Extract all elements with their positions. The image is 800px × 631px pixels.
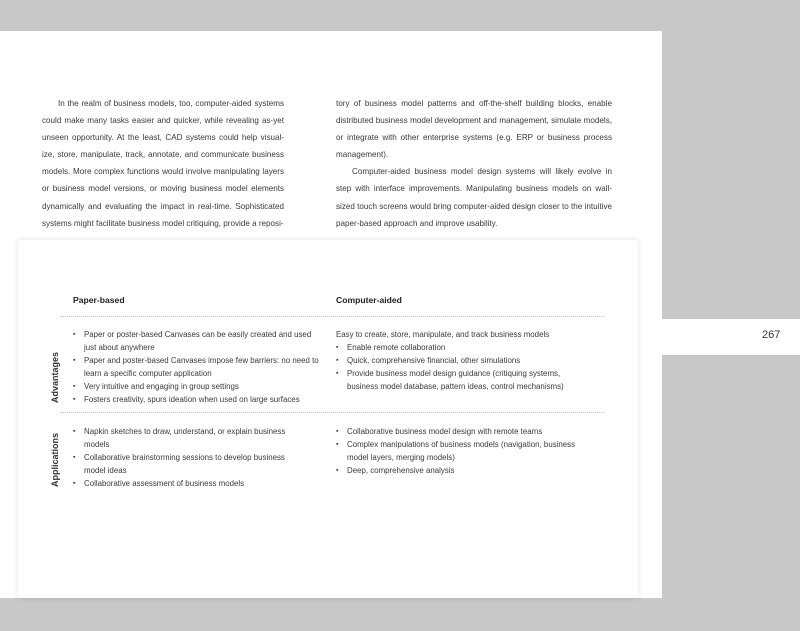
- list-item: ▪ Napkin sketches to draw, understand, or explain business models: [73, 425, 303, 451]
- list-item: ▪ Collaborative assessment of business models: [73, 477, 303, 490]
- page-number: 267: [762, 329, 781, 341]
- column-header-computer: Computer-aided: [336, 295, 402, 305]
- list-item: ▪ Collaborative brainstorming sessions to develop business model ideas: [73, 451, 303, 477]
- list-item: ▪ Enable remote collaboration: [336, 341, 586, 354]
- body-paragraph: Computer-aided business model design systems will likely evolve in step with interface improvements. Manipulating business models on wall-sized touch screens would bring computer-aided design closer to the intuitive paper-based approach and improve usability.: [336, 167, 612, 228]
- list-item: ▪ Deep, comprehensive analysis: [336, 464, 586, 477]
- divider: [60, 412, 604, 413]
- body-paragraph: tory of business model patterns and off-the-shelf building blocks, enable distributed business model development and management, simulate models, or integrate with other enterprise systems (e.g. ERP or business process management).: [336, 99, 612, 160]
- list-item: ▪ Fosters creativity, spurs ideation when used on large surfaces: [73, 393, 325, 406]
- list-item: ▪ Quick, comprehensive financial, other simulations: [336, 354, 586, 367]
- row-label-advantages: Advantages: [50, 351, 60, 403]
- cell-advantages-computer: [336, 328, 586, 393]
- list-lead: Easy to create, store, manipulate, and track business models: [336, 330, 550, 339]
- divider: [60, 316, 604, 317]
- list-item: ▪ Paper and poster-based Canvases impose few barriers: no need to learn a specific computer application: [73, 354, 325, 380]
- body-paragraph: In the realm of business models, too, computer-aided systems could make many tasks easier and quicker, while revealing as-yet unseen opportunity. At the least, CAD systems could help visual-ize, store, manipulate, track, annotate, and communicate business models. More complex functions would involve manipulating layers or business model versions, or moving business model elements dynamically and evaluating the impact in real-time. Sophisticated systems might facilitate business model critiquing, provide a reposi-: [42, 99, 284, 228]
- cell-advantages-paper: [73, 328, 325, 406]
- body-column-left: [42, 95, 284, 232]
- list-item: ▪ Collaborative business model design with remote teams: [336, 425, 586, 438]
- list-item: ▪ Provide business model design guidance (critiquing systems, business model database, pattern ideas, control mechanisms): [336, 367, 586, 393]
- body-column-right: [336, 95, 612, 232]
- cell-applications-computer: [336, 425, 586, 477]
- column-header-paper: Paper-based: [73, 295, 125, 305]
- row-label-applications: Applications: [50, 432, 60, 487]
- list-item: ▪ Paper or poster-based Canvases can be easily created and used just about anywhere: [73, 328, 325, 354]
- cell-applications-paper: [73, 425, 303, 490]
- list-item: ▪ Very intuitive and engaging in group settings: [73, 380, 325, 393]
- comparison-table-card: [18, 240, 638, 598]
- list-item: ▪ Complex manipulations of business models (navigation, business model layers, merging models): [336, 438, 586, 464]
